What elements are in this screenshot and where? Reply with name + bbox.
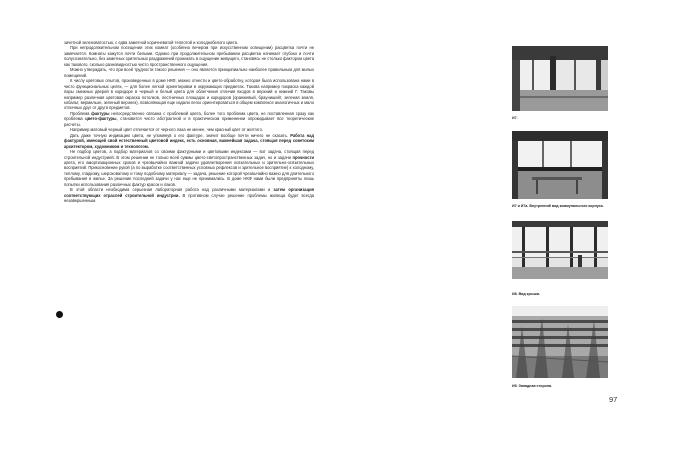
bold-term: фактуры [91, 110, 110, 116]
paragraph: Например матовый черный цвет отличается от черного лака не менее, чем красный цвет от желтого. [70, 127, 263, 133]
photo-roof [512, 221, 608, 279]
paragraph: Проблема фактуры непосредственно связана с проблемой цвета, более того проблема цвета, не поставленная сразу как проблема цвето-фактуры, становится чисто абстрактной и в практическом применении опрокидывает все теоретические расчеты. [64, 110, 315, 127]
paragraph: Дать даже точную индикацию цвета, не упомянув о его фактуре, значит вообще почти ничего не сказать. Работа над фактурой, имеющей свой естественный цветовой индекс, есть основная, важнейшая задача, стоящая перед советским архитектором, художником и технологом. [64, 132, 314, 149]
paragraph: К числу цветовых опытов, произведенных в доме НКФ, можно отнести и цвето-обработку, которая была использована нами в чисто функциональных целях, — для более легкой ориентировки в окружающих предметах. Такова например покраска каждой пары смежных дверей в коридоре в черный и белый цвета для облегчения отличия входов в верхний и нижний Г. Таковы например различная цветовая окраска потолков, лестничных площадок и коридоров (оранжевый, браунишейт, зеленая земля, кобальт, вермильон, зеленый веронез), позволяющая еще издали легко ориентироваться в общем комплексе аналогичных и мало отличных друг от друга предметов. [64, 78, 314, 111]
paragraph: Можно утверждать, что при всей трудности такого решения — оно является принципиально наиболее правильным для жилых помещений. [64, 67, 314, 78]
bold-statement: Работа над фактурой, имеющей свой естественный цветовой индекс, есть основная, важнейшая задача, стоящая перед советским архитектором, художником и технологом. [64, 132, 314, 149]
bold-statement: затем организация соответствующих отраслей строительной индустрии. [64, 187, 314, 198]
photo-interior-windows [512, 46, 608, 111]
page-number: 97 [609, 395, 618, 404]
photo-caption: И9. Западная сторона. [512, 384, 553, 388]
photo-interior-corridor [512, 131, 608, 199]
photo-west-facade [512, 306, 608, 378]
photo-caption: И8. Вид крыши. [512, 292, 540, 296]
photo-caption: И7. [512, 116, 518, 120]
photo-caption: И7 и И7а. Внутренний вид коммунального корпуса. [512, 204, 604, 208]
bold-term: цвето-фактуры [85, 116, 117, 122]
paragraph: При непродолжительном посещении этих комнат (особенно вечером при искусственном освещении) расцветка почти не замечается. Комнаты кажутся почти белыми. Однако при продолжительном пребывании расцветка начинает глубоко и почти полусознательно, без заметных зрительных раздражений проникать в ощущение живущего, становясь не столько фактором цвета как такового, сколько разновидностью чисто пространственного ощущения. [64, 45, 314, 67]
body-text-column [64, 40, 314, 204]
bold-term: прочности [292, 154, 314, 160]
paragraph: В этой области необходима серьезная лабораторная работа над различными материалами и затем организация соответствующих отраслей строительной индустрии. В противном случае решение проблемы жилища будет всегда незавершенным. [64, 187, 314, 204]
section-bullet [56, 311, 63, 318]
paragraph: Не подбор цветов, а подбор материалов со своими фактурными и цветовыми индексами — вот задача, стоящая перед строительной индустрией. В этом решении не только всей суммы цвето-светопространственных задач, но и задачи прочности цвета, его амортизационных сроков и чрезвычайно важной задачи удовлетворения осязательных и зрительно-осязательных восприятий. Прикосновение рукой (а по выработке соответственных условных рефлексов и зрительное восприятие) к холодному, теплому, гладкому, шероховатому и тому подобному материалу — задача, решение которой чрезвычайно важно для длительного пребывания в жилье. За решение последней задачи у нас еще не принимались. В доме НКФ нами были предприняты лишь попытки использования различных фактур красок и лаков. [64, 149, 314, 187]
paragraph: зачетной зеленоватостью, с едва заметной коричневатой теплотой и холоднобелого цвета. [64, 40, 239, 45]
